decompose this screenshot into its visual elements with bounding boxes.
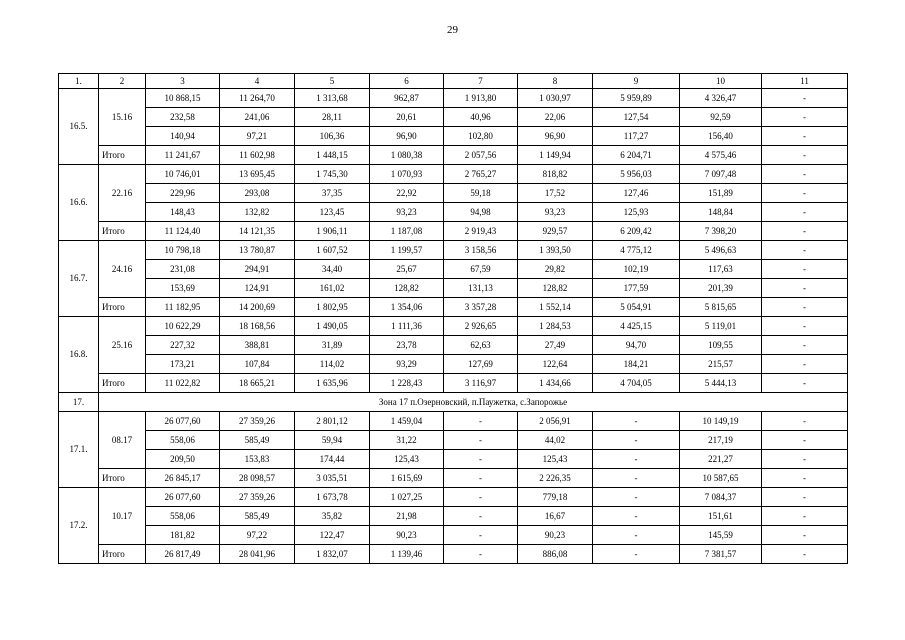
data-cell: 18 168,56 xyxy=(220,317,295,336)
data-cell: 122,47 xyxy=(295,526,370,545)
data-cell: 128,82 xyxy=(518,279,593,298)
total-cell: 1 448,15 xyxy=(295,146,370,165)
total-cell: 1 635,96 xyxy=(295,374,370,393)
tariff-code: 10.17 xyxy=(99,488,146,545)
data-cell: 585,49 xyxy=(220,431,295,450)
total-cell: 7 398,20 xyxy=(680,222,762,241)
data-cell: 114,02 xyxy=(295,355,370,374)
total-cell: 1 149,94 xyxy=(518,146,593,165)
data-cell: - xyxy=(762,165,848,184)
data-cell: 17,52 xyxy=(518,184,593,203)
data-cell: 5 956,03 xyxy=(593,165,680,184)
data-cell: 40,96 xyxy=(444,108,518,127)
total-cell: 11 602,98 xyxy=(220,146,295,165)
column-header: 10 xyxy=(680,74,762,89)
total-label: Итого xyxy=(99,146,146,165)
total-cell: 1 228,43 xyxy=(370,374,444,393)
total-cell: 6 204,71 xyxy=(593,146,680,165)
table-row xyxy=(59,317,848,336)
data-cell: 27 359,26 xyxy=(220,412,295,431)
data-cell: 13 695,45 xyxy=(220,165,295,184)
data-cell: 153,83 xyxy=(220,450,295,469)
tariff-table xyxy=(58,73,848,564)
total-cell: - xyxy=(762,146,848,165)
data-cell: 20,61 xyxy=(370,108,444,127)
data-cell: 117,63 xyxy=(680,260,762,279)
total-row xyxy=(59,298,848,317)
data-cell: 37,35 xyxy=(295,184,370,203)
data-cell: 294,91 xyxy=(220,260,295,279)
total-cell: 18 665,21 xyxy=(220,374,295,393)
data-cell: - xyxy=(762,526,848,545)
data-cell: 4 775,12 xyxy=(593,241,680,260)
data-cell: 31,22 xyxy=(370,431,444,450)
total-cell: - xyxy=(762,469,848,488)
data-cell: 102,19 xyxy=(593,260,680,279)
column-header: 3 xyxy=(146,74,220,89)
data-cell: - xyxy=(444,431,518,450)
data-cell: 177,59 xyxy=(593,279,680,298)
data-cell: - xyxy=(762,260,848,279)
data-cell: 1 199,57 xyxy=(370,241,444,260)
total-cell: 929,57 xyxy=(518,222,593,241)
total-cell: 1 434,66 xyxy=(518,374,593,393)
data-cell: 231,08 xyxy=(146,260,220,279)
total-cell: 5 815,65 xyxy=(680,298,762,317)
data-cell: 151,61 xyxy=(680,507,762,526)
data-cell: 184,21 xyxy=(593,355,680,374)
data-cell: 388,81 xyxy=(220,336,295,355)
data-cell: 161,02 xyxy=(295,279,370,298)
data-cell: 125,43 xyxy=(518,450,593,469)
data-cell: 1 459,04 xyxy=(370,412,444,431)
table-row xyxy=(59,526,848,545)
data-cell: 128,82 xyxy=(370,279,444,298)
data-cell: 13 780,87 xyxy=(220,241,295,260)
total-cell: 3 357,28 xyxy=(444,298,518,317)
total-cell: 1 552,14 xyxy=(518,298,593,317)
data-cell: - xyxy=(762,431,848,450)
data-cell: - xyxy=(762,203,848,222)
section-number: 17.2. xyxy=(59,488,99,564)
data-cell: 97,22 xyxy=(220,526,295,545)
total-cell: 1 139,46 xyxy=(370,545,444,564)
data-cell: 16,67 xyxy=(518,507,593,526)
data-cell: 93,23 xyxy=(518,203,593,222)
data-cell: - xyxy=(593,488,680,507)
data-cell: 21,98 xyxy=(370,507,444,526)
data-cell: - xyxy=(762,89,848,108)
data-cell: 94,70 xyxy=(593,336,680,355)
data-cell: 140,94 xyxy=(146,127,220,146)
column-header: 5 xyxy=(295,74,370,89)
data-cell: 4 326,47 xyxy=(680,89,762,108)
data-cell: 1 284,53 xyxy=(518,317,593,336)
column-header: 8 xyxy=(518,74,593,89)
data-cell: - xyxy=(762,450,848,469)
column-header: 7 xyxy=(444,74,518,89)
data-cell: 1 393,50 xyxy=(518,241,593,260)
data-cell: 1 070,93 xyxy=(370,165,444,184)
data-cell: 779,18 xyxy=(518,488,593,507)
data-cell: 26 077,60 xyxy=(146,488,220,507)
data-cell: - xyxy=(762,412,848,431)
data-cell: 96,90 xyxy=(518,127,593,146)
data-cell: 109,55 xyxy=(680,336,762,355)
total-cell: 14 200,69 xyxy=(220,298,295,317)
total-cell: 1 080,38 xyxy=(370,146,444,165)
data-cell: 59,94 xyxy=(295,431,370,450)
data-cell: 1 313,68 xyxy=(295,89,370,108)
data-cell: 962,87 xyxy=(370,89,444,108)
data-cell: 22,92 xyxy=(370,184,444,203)
column-header: 9 xyxy=(593,74,680,89)
total-label: Итого xyxy=(99,545,146,564)
table-row xyxy=(59,488,848,507)
data-cell: 92,59 xyxy=(680,108,762,127)
total-cell: 7 381,57 xyxy=(680,545,762,564)
total-cell: 2 226,35 xyxy=(518,469,593,488)
data-cell: - xyxy=(444,526,518,545)
data-cell: 10 622,29 xyxy=(146,317,220,336)
data-cell: 35,82 xyxy=(295,507,370,526)
data-cell: 1 607,52 xyxy=(295,241,370,260)
data-cell: 90,23 xyxy=(518,526,593,545)
data-cell: 102,80 xyxy=(444,127,518,146)
data-cell: 122,64 xyxy=(518,355,593,374)
total-cell: 28 098,57 xyxy=(220,469,295,488)
data-cell: 127,54 xyxy=(593,108,680,127)
data-cell: - xyxy=(593,507,680,526)
data-cell: - xyxy=(593,526,680,545)
data-cell: - xyxy=(593,450,680,469)
data-cell: - xyxy=(593,412,680,431)
table-row xyxy=(59,450,848,469)
data-cell: 174,44 xyxy=(295,450,370,469)
data-cell: 293,08 xyxy=(220,184,295,203)
data-cell: 117,27 xyxy=(593,127,680,146)
data-cell: 201,39 xyxy=(680,279,762,298)
total-cell: 1 615,69 xyxy=(370,469,444,488)
zone-row xyxy=(59,393,848,412)
data-cell: 127,46 xyxy=(593,184,680,203)
data-cell: 127,69 xyxy=(444,355,518,374)
data-cell: 131,13 xyxy=(444,279,518,298)
total-row xyxy=(59,222,848,241)
total-cell: 6 209,42 xyxy=(593,222,680,241)
data-cell: 145,59 xyxy=(680,526,762,545)
total-cell: 3 035,51 xyxy=(295,469,370,488)
data-cell: 217,19 xyxy=(680,431,762,450)
total-cell: 2 057,56 xyxy=(444,146,518,165)
table-row xyxy=(59,412,848,431)
data-cell: 585,49 xyxy=(220,507,295,526)
total-cell: 28 041,96 xyxy=(220,545,295,564)
data-cell: 124,91 xyxy=(220,279,295,298)
data-cell: 181,82 xyxy=(146,526,220,545)
data-cell: 215,57 xyxy=(680,355,762,374)
data-cell: 2 056,91 xyxy=(518,412,593,431)
table-row xyxy=(59,241,848,260)
data-cell: 132,82 xyxy=(220,203,295,222)
data-cell: 34,40 xyxy=(295,260,370,279)
table-row xyxy=(59,108,848,127)
data-cell: 148,84 xyxy=(680,203,762,222)
header-row xyxy=(59,74,848,89)
total-label: Итого xyxy=(99,374,146,393)
total-cell: 2 919,43 xyxy=(444,222,518,241)
column-header: 11 xyxy=(762,74,848,89)
data-cell: - xyxy=(762,355,848,374)
data-cell: 4 425,15 xyxy=(593,317,680,336)
data-cell: 7 084,37 xyxy=(680,488,762,507)
data-cell: 227,32 xyxy=(146,336,220,355)
data-cell: 1 111,36 xyxy=(370,317,444,336)
table-row xyxy=(59,165,848,184)
data-cell: 93,23 xyxy=(370,203,444,222)
total-cell: - xyxy=(593,469,680,488)
data-cell: 96,90 xyxy=(370,127,444,146)
total-cell: - xyxy=(762,298,848,317)
total-cell: - xyxy=(762,545,848,564)
total-cell: 1 906,11 xyxy=(295,222,370,241)
data-cell: 29,82 xyxy=(518,260,593,279)
data-cell: 27 359,26 xyxy=(220,488,295,507)
total-cell: 10 587,65 xyxy=(680,469,762,488)
data-cell: 31,89 xyxy=(295,336,370,355)
table-row xyxy=(59,355,848,374)
total-cell: 5 054,91 xyxy=(593,298,680,317)
data-cell: 2 765,27 xyxy=(444,165,518,184)
column-header: 6 xyxy=(370,74,444,89)
data-cell: 156,40 xyxy=(680,127,762,146)
total-row xyxy=(59,545,848,564)
data-cell: 229,96 xyxy=(146,184,220,203)
data-cell: 97,21 xyxy=(220,127,295,146)
data-cell: 94,98 xyxy=(444,203,518,222)
data-cell: 232,58 xyxy=(146,108,220,127)
total-cell: 11 124,40 xyxy=(146,222,220,241)
data-cell: 90,23 xyxy=(370,526,444,545)
data-cell: 209,50 xyxy=(146,450,220,469)
section-number: 16.7. xyxy=(59,241,99,317)
total-cell: 4 704,05 xyxy=(593,374,680,393)
zone-number: 17. xyxy=(59,393,99,412)
data-cell: 25,67 xyxy=(370,260,444,279)
column-header: 1. xyxy=(59,74,99,89)
table-row xyxy=(59,184,848,203)
data-cell: 125,93 xyxy=(593,203,680,222)
total-cell: 5 444,13 xyxy=(680,374,762,393)
data-cell: - xyxy=(444,412,518,431)
data-cell: - xyxy=(762,488,848,507)
total-cell: 26 845,17 xyxy=(146,469,220,488)
data-cell: 62,63 xyxy=(444,336,518,355)
total-cell: - xyxy=(762,222,848,241)
data-cell: - xyxy=(762,317,848,336)
column-header: 2 xyxy=(99,74,146,89)
data-cell: 2 801,12 xyxy=(295,412,370,431)
total-cell: - xyxy=(593,545,680,564)
total-cell: 11 241,67 xyxy=(146,146,220,165)
total-cell: - xyxy=(444,545,518,564)
data-cell: 3 158,56 xyxy=(444,241,518,260)
data-cell: 221,27 xyxy=(680,450,762,469)
table-row xyxy=(59,127,848,146)
data-cell: 10 149,19 xyxy=(680,412,762,431)
total-cell: 1 187,08 xyxy=(370,222,444,241)
table-row xyxy=(59,507,848,526)
total-cell: 886,08 xyxy=(518,545,593,564)
section-number: 16.6. xyxy=(59,165,99,241)
data-cell: - xyxy=(762,279,848,298)
data-cell: 1 745,30 xyxy=(295,165,370,184)
total-row xyxy=(59,469,848,488)
total-cell: 26 817,49 xyxy=(146,545,220,564)
data-cell: 1 673,78 xyxy=(295,488,370,507)
total-cell: 4 575,46 xyxy=(680,146,762,165)
data-cell: - xyxy=(444,507,518,526)
total-cell: - xyxy=(444,469,518,488)
data-cell: 151,89 xyxy=(680,184,762,203)
data-cell: 10 868,15 xyxy=(146,89,220,108)
data-cell: - xyxy=(762,507,848,526)
data-cell: 558,06 xyxy=(146,431,220,450)
data-cell: 93,29 xyxy=(370,355,444,374)
data-cell: 107,84 xyxy=(220,355,295,374)
total-row xyxy=(59,374,848,393)
tariff-code: 24.16 xyxy=(99,241,146,298)
data-cell: 26 077,60 xyxy=(146,412,220,431)
data-cell: - xyxy=(762,336,848,355)
table-row xyxy=(59,279,848,298)
data-cell: 123,45 xyxy=(295,203,370,222)
data-cell: 5 959,89 xyxy=(593,89,680,108)
data-cell: 44,02 xyxy=(518,431,593,450)
table-row xyxy=(59,336,848,355)
data-cell: 173,21 xyxy=(146,355,220,374)
zone-title: Зона 17 п.Озерновский, п.Паужетка, с.Запорожье xyxy=(99,393,848,412)
total-cell: 11 022,82 xyxy=(146,374,220,393)
table-row xyxy=(59,203,848,222)
total-cell: 14 121,35 xyxy=(220,222,295,241)
data-cell: 1 490,05 xyxy=(295,317,370,336)
page-number: 29 xyxy=(447,24,458,36)
section-number: 16.8. xyxy=(59,317,99,393)
data-cell: 2 926,65 xyxy=(444,317,518,336)
total-label: Итого xyxy=(99,222,146,241)
data-cell: 10 746,01 xyxy=(146,165,220,184)
total-row xyxy=(59,146,848,165)
data-cell: 818,82 xyxy=(518,165,593,184)
data-cell: 241,06 xyxy=(220,108,295,127)
total-label: Итого xyxy=(99,298,146,317)
data-cell: 10 798,18 xyxy=(146,241,220,260)
tariff-code: 08.17 xyxy=(99,412,146,469)
data-cell: 5 119,01 xyxy=(680,317,762,336)
data-cell: 1 027,25 xyxy=(370,488,444,507)
data-cell: 11 264,70 xyxy=(220,89,295,108)
total-cell: 11 182,95 xyxy=(146,298,220,317)
data-cell: - xyxy=(444,488,518,507)
total-label: Итого xyxy=(99,469,146,488)
table-row xyxy=(59,431,848,450)
tariff-code: 15.16 xyxy=(99,89,146,146)
data-cell: 5 496,63 xyxy=(680,241,762,260)
data-cell: 125,43 xyxy=(370,450,444,469)
data-cell: - xyxy=(444,450,518,469)
data-cell: - xyxy=(762,108,848,127)
total-cell: 1 354,06 xyxy=(370,298,444,317)
data-cell: 7 097,48 xyxy=(680,165,762,184)
data-cell: 148,43 xyxy=(146,203,220,222)
data-cell: 106,36 xyxy=(295,127,370,146)
total-cell: - xyxy=(762,374,848,393)
data-cell: 153,69 xyxy=(146,279,220,298)
section-number: 17.1. xyxy=(59,412,99,488)
table-row xyxy=(59,89,848,108)
data-cell: 28,11 xyxy=(295,108,370,127)
total-cell: 3 116,97 xyxy=(444,374,518,393)
table-row xyxy=(59,260,848,279)
data-cell: - xyxy=(762,127,848,146)
section-number: 16.5. xyxy=(59,89,99,165)
data-cell: - xyxy=(593,431,680,450)
table-body xyxy=(59,74,848,564)
column-header: 4 xyxy=(220,74,295,89)
data-cell: - xyxy=(762,241,848,260)
data-cell: 22,06 xyxy=(518,108,593,127)
total-cell: 1 802,95 xyxy=(295,298,370,317)
data-cell: 1 913,80 xyxy=(444,89,518,108)
data-cell: - xyxy=(762,184,848,203)
data-cell: 558,06 xyxy=(146,507,220,526)
tariff-code: 25.16 xyxy=(99,317,146,374)
tariff-code: 22.16 xyxy=(99,165,146,222)
data-cell: 1 030,97 xyxy=(518,89,593,108)
data-cell: 67,59 xyxy=(444,260,518,279)
total-cell: 1 832,07 xyxy=(295,545,370,564)
data-cell: 59,18 xyxy=(444,184,518,203)
data-cell: 23,78 xyxy=(370,336,444,355)
data-cell: 27,49 xyxy=(518,336,593,355)
